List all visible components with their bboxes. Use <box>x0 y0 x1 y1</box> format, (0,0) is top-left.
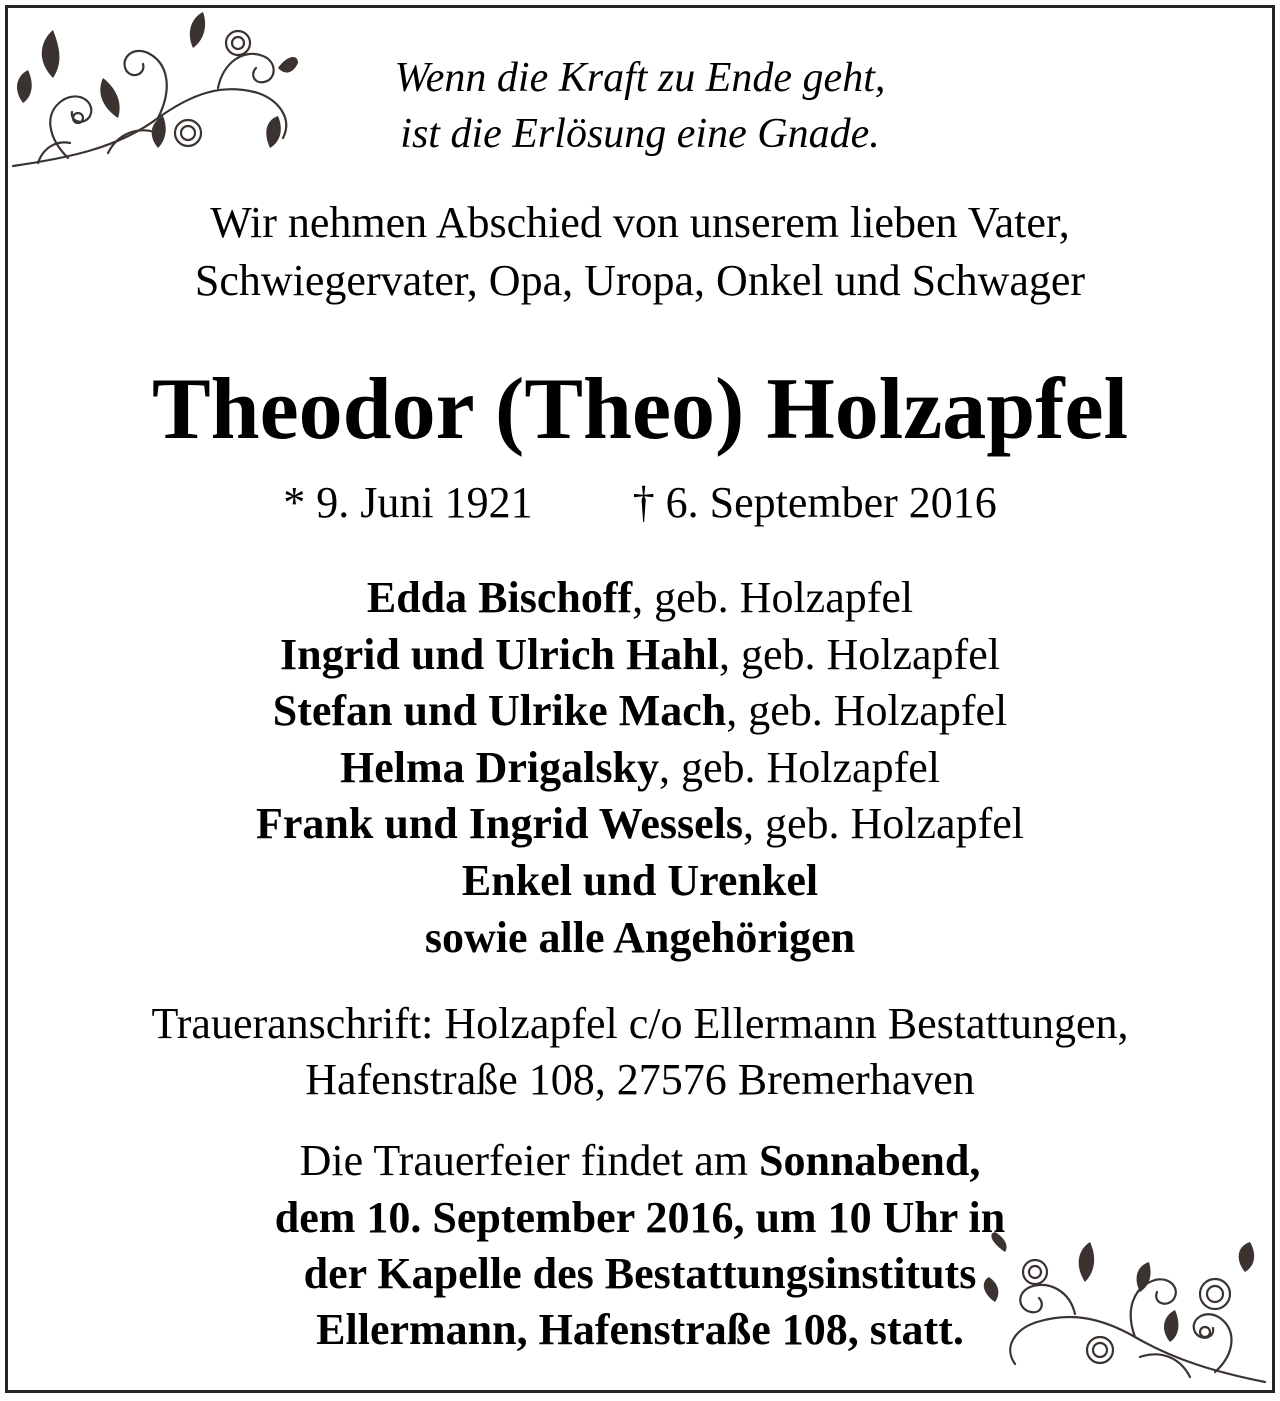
address-line-2: Hafenstraße 108, 27576 Bremerhaven <box>305 1055 975 1104</box>
mourner-line: Helma Drigalsky, geb. Holzapfel <box>340 743 940 792</box>
death-date: † 6. September 2016 <box>632 478 997 527</box>
mourner-line: Stefan und Ulrike Mach, geb. Holzapfel <box>272 686 1008 735</box>
ceremony-line-4: Ellermann, Hafenstraße 108, statt. <box>316 1305 964 1354</box>
birth-date: * 9. Juni 1921 <box>283 478 533 527</box>
life-dates <box>0 475 1280 531</box>
ceremony-line-3: der Kapelle des Bestattungsinstituts <box>303 1249 977 1298</box>
deceased-name: Theodor (Theo) Holzapfel <box>151 361 1129 458</box>
motto-line-2: ist die Erlösung eine Gnade. <box>400 111 880 157</box>
mourner-line: sowie alle Angehörigen <box>424 913 856 962</box>
intro-line-1: Wir nehmen Abschied von unserem lieben Vater, <box>210 198 1070 247</box>
mourner-line: Frank und Ingrid Wessels, geb. Holzapfel <box>255 799 1024 848</box>
motto-line-1: Wenn die Kraft zu Ende geht, <box>394 55 886 101</box>
mourner-line: Enkel und Urenkel <box>461 856 819 905</box>
intro-line-2: Schwiegervater, Opa, Uropa, Onkel und Schwager <box>194 256 1086 305</box>
ceremony-line-1: Die Trauerfeier findet am Sonnabend, <box>299 1136 981 1185</box>
ceremony-line-2: dem 10. September 2016, um 10 Uhr in <box>274 1193 1006 1242</box>
mourner-line: Edda Bischoff, geb. Holzapfel <box>366 573 914 622</box>
address-line-1: Traueranschrift: Holzapfel c/o Ellermann Bestattungen, <box>151 999 1129 1048</box>
mourner-line: Ingrid und Ulrich Hahl, geb. Holzapfel <box>280 630 1000 679</box>
